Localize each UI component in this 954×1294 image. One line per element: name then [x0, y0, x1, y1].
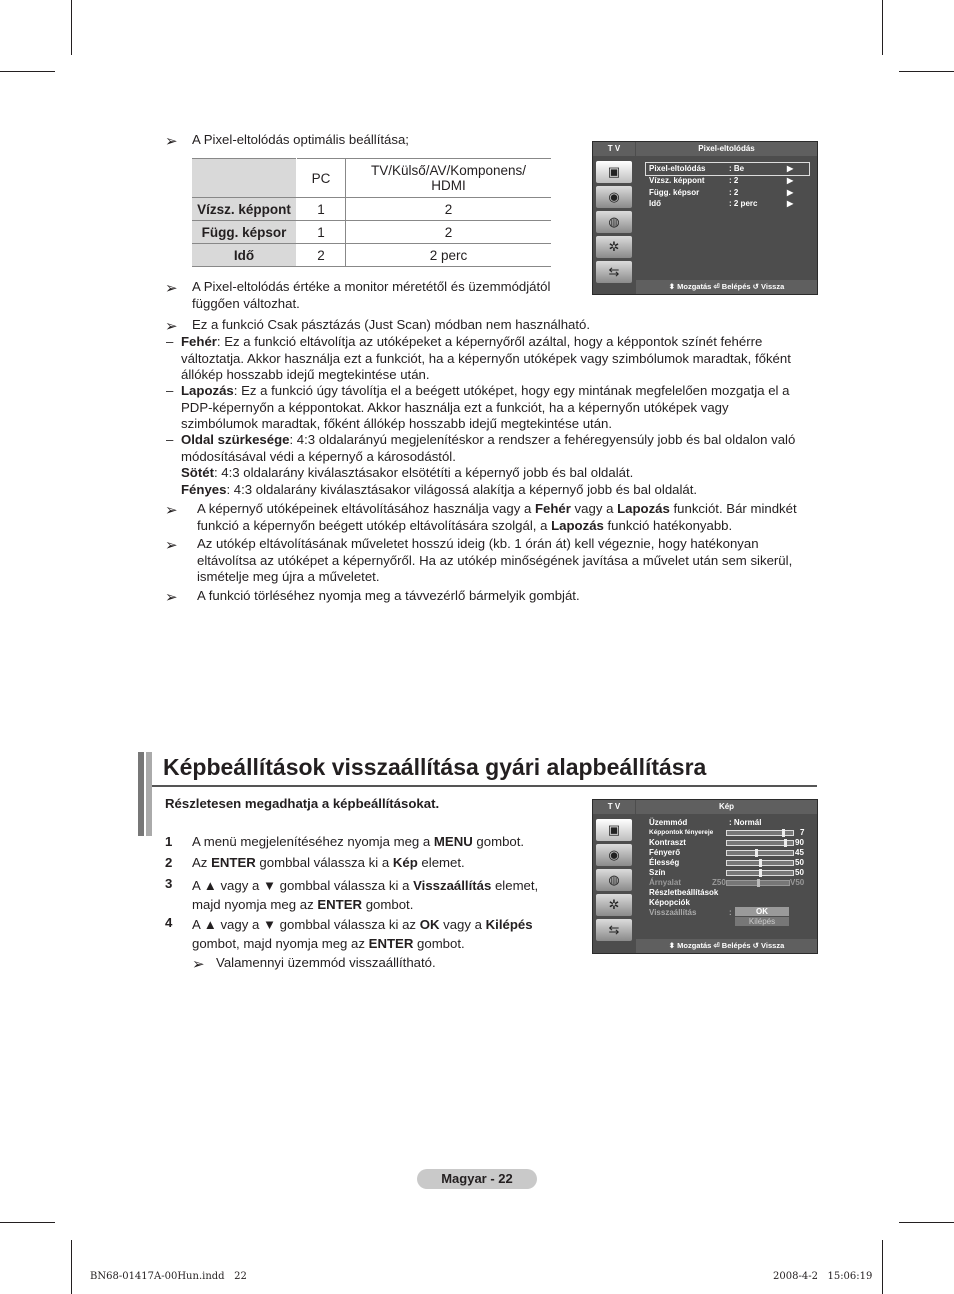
osd-picture-menu [592, 799, 818, 954]
osd-row-arrow: ▶ [787, 188, 794, 197]
slider-knob [782, 829, 785, 837]
heading-bar [138, 752, 144, 836]
channel-icon: ◍ [596, 211, 632, 233]
osd-bar-value: 45 [795, 848, 804, 857]
sotet-text: : 4:3 oldalarány kiválasztásakor elsötétíti a képernyő jobb és bal oldalát. [213, 465, 634, 480]
reset-note: Valamennyi üzemmód visszaállítható. [216, 955, 436, 970]
tip-use-feher: Fehér [534, 501, 571, 516]
input-icon: ⇆ [596, 919, 632, 941]
osd-exit-option: Kilépés [735, 917, 789, 926]
crop-mark [71, 1240, 72, 1294]
tip-long: Az utókép eltávolításának műveletet hosszú ideig (kb. 1 órán át) kell végeznie, hogy hatékonyan eltávolítsa az utóképet a képernyőről. Ha az utókép minőségének javítása a művelet után sem sikerül, ismételje meg újra a műveletet. [197, 536, 793, 584]
osd-slider [726, 870, 794, 876]
osd-row-label: Függ. képsor [649, 188, 700, 197]
sound-icon: ◉ [596, 844, 632, 866]
cell-pc: 1 [297, 198, 346, 221]
footer-back: Vissza [761, 941, 785, 950]
osd-sidebar [593, 158, 635, 286]
note-arrow-icon: ➢ [165, 589, 178, 606]
osd-bar-value: 90 [795, 838, 804, 847]
step-bold: Kép [392, 855, 418, 870]
osd-slider [726, 840, 794, 846]
sotet-term: Sötét [181, 465, 214, 480]
row-label: Függ. képsor [192, 221, 297, 244]
tip-use-text: A képernyő utóképeinek eltávolításához használja vagy a [197, 501, 535, 516]
step-text-part: gombbal válassza ki a [255, 855, 393, 870]
osd-bar-label: Képpontok fényereje [649, 829, 714, 836]
step-bold: MENU [433, 834, 473, 849]
cell-pc: 2 [297, 244, 346, 267]
input-icon: ⇆ [596, 261, 632, 283]
osd-bar-label: Szín [649, 868, 666, 877]
osd-bar-value: 7 [800, 828, 805, 837]
return-icon: ↺ [752, 941, 759, 950]
tip-use-text: vagy a [570, 501, 618, 516]
table-corner [192, 159, 297, 198]
osd-footer [636, 280, 817, 294]
footer-enter: Belépés [721, 282, 751, 291]
step-text-part: Az [192, 855, 212, 870]
cell-pc: 1 [297, 221, 346, 244]
page-number-badge: Magyar - 22 [417, 1169, 537, 1189]
enter-icon: ⏎ [713, 941, 720, 950]
osd-row-label: Vízsz. képpont [649, 176, 705, 185]
note-arrow-icon: ➢ [165, 318, 178, 335]
step-text-part: elemet, majd nyomja meg az [192, 878, 539, 912]
slider-knob [757, 879, 760, 887]
osd-bar-label: Kontraszt [649, 838, 686, 847]
col-header-pc: PC [297, 159, 346, 198]
cell-tv: 2 [346, 221, 552, 244]
step-bold: ENTER [368, 936, 414, 951]
slug-file: BN68-01417A-00Hun.indd 22 [90, 1271, 247, 1282]
setup-icon: ✲ [596, 894, 632, 916]
updown-icon: ⬍ [668, 941, 676, 950]
step-bold: ENTER [317, 897, 363, 912]
lapozas-text: : Ez a funkció úgy távolítja el a beégett utóképet, hogy egy mintának megfelelően mozgatja el a PDP-képernyőn a képpontokat. Akkor használja ezt a funkciót, ha a képernyőn utóképek vagy szimbólumok maradtak, főként állókép hosszabb idejű megtekintése után. [181, 383, 790, 431]
osd-tint-left: Z50 [712, 878, 726, 887]
step-bold: OK [419, 917, 440, 932]
step-text-part: A ▲ vagy a ▼ gombbal válassza ki az [192, 917, 420, 932]
osd-row-value: : Be [729, 164, 745, 173]
osd-detail-settings: Részletbeállítások [649, 888, 719, 897]
note-arrow-icon: ➢ [165, 133, 178, 150]
crop-mark [899, 71, 954, 72]
osd-reset-label: Visszaállítás [649, 908, 697, 917]
crop-mark [71, 0, 72, 55]
osd-tint-right: V50 [790, 878, 805, 887]
osd-title: Pixel-eltolódás [636, 142, 817, 156]
tip-cancel: A funkció törléséhez nyomja meg a távvezérlő bármelyik gombját. [197, 588, 580, 603]
crop-mark [882, 0, 883, 55]
tip-use-text: funkciót. Bár mindkét funkció a képernyőn beégett utókép eltávolítására szolgál, a [197, 501, 797, 533]
step-text-part: A menü megjelenítéséhez nyomja meg a [192, 834, 434, 849]
step-text [192, 876, 567, 914]
step-text [192, 915, 567, 953]
step-text-part: gombot. [362, 897, 414, 912]
osd-pixel-shift [592, 141, 818, 295]
osd-slider [726, 860, 794, 866]
note-arrow-icon: ➢ [165, 537, 178, 554]
step-number: 4 [165, 915, 173, 930]
step-text-part: vagy a [439, 917, 486, 932]
osd-row-label: Pixel-eltolódás [649, 164, 706, 173]
osd-row-value: : 2 [729, 176, 739, 185]
osd-row-arrow: ▶ [787, 176, 794, 185]
step-bold: Visszaállítás [413, 878, 492, 893]
osd-row-arrow: ▶ [787, 199, 794, 208]
slider-knob [759, 859, 762, 867]
row-label: Idő [192, 244, 297, 267]
cell-tv: 2 perc [346, 244, 552, 267]
heading-bar [146, 752, 152, 836]
step-text-part: elemet. [417, 855, 465, 870]
osd-bar-value: 50 [795, 868, 804, 877]
setup-icon: ✲ [596, 236, 632, 258]
tip-use [197, 501, 827, 534]
step-text-part: gombot. [413, 936, 465, 951]
crop-mark [0, 71, 55, 72]
section-intro: Részletesen megadhatja a képbeállításokat. [165, 796, 440, 811]
footer-move: Mozgatás [677, 282, 712, 291]
osd-bar-label: Fényerő [649, 848, 681, 857]
note-arrow-icon: ➢ [192, 956, 205, 973]
lapozas-paragraph [181, 383, 806, 433]
osd-row-label: Idő [649, 199, 661, 208]
step-bold: Kilépés [485, 917, 533, 932]
osd-row-value: : 2 [729, 188, 739, 197]
osd-slider [726, 850, 794, 856]
feher-text: : Ez a funkció eltávolítja az utóképeket a képernyőről azáltal, hogy a képpontok színét fehérre változtatja. Akkor használja ezt a funkciót, ha a képernyőn utóképek vagy szimbólumok maradtak, főként állókép hosszabb idejű megtekintése után. [181, 334, 791, 382]
osd-title: Kép [636, 800, 817, 814]
col-header-tv: TV/Külső/AV/Komponens/ HDMI [346, 159, 552, 198]
slider-knob [759, 869, 762, 877]
osd-mode-value: : Normál [729, 818, 762, 827]
picture-icon: ▣ [596, 161, 632, 183]
step-text-part: gombot, majd nyomja meg az [192, 936, 369, 951]
tip-optimal: A Pixel-eltolódás optimális beállítása; [192, 132, 409, 147]
heading-rule [152, 785, 817, 787]
step-text [192, 834, 572, 851]
osd-mode-label: Üzemmód [649, 818, 688, 827]
osd-reset-colon: : [729, 908, 732, 917]
feher-paragraph [181, 334, 801, 384]
row-label: Vízsz. képpont [192, 198, 297, 221]
tip-use-lapozas: Lapozás [551, 517, 604, 533]
footer-move: Mozgatás [677, 941, 712, 950]
tip-value: A Pixel-eltolódás értéke a monitor méretétől és üzemmódjától függően változhat. [192, 279, 551, 311]
fenyes-text: : 4:3 oldalarány kiválasztásakor világossá alakítja a képernyő jobb és bal oldalát. [226, 482, 698, 497]
fenyes-line [181, 482, 697, 499]
osd-row-arrow: ▶ [787, 164, 794, 173]
lapozas-term: Lapozás [181, 383, 234, 398]
osd-tv-label: T V [593, 142, 635, 156]
slider-knob [784, 839, 787, 847]
step-number: 3 [165, 876, 173, 891]
step-text-part: gombot. [472, 834, 525, 849]
feher-term: Fehér [181, 334, 217, 349]
crop-mark [0, 1222, 55, 1223]
tip-justscan: Ez a funkció Csak pásztázás (Just Scan) módban nem használható. [192, 317, 591, 332]
oldal-term: Oldal szürkesége [181, 432, 290, 447]
step-text [192, 855, 572, 872]
osd-picture-options: Képopciók [649, 898, 690, 907]
footer-back: Vissza [761, 282, 785, 291]
oldal-paragraph [181, 432, 806, 465]
oldal-text: : 4:3 oldalarányú megjelenítéskor a rendszer a fehéregyensúly jobb és bal oldalon való módosításával védi a képernyő a károsodástól. [181, 432, 796, 464]
sound-icon: ◉ [596, 186, 632, 208]
footer-enter: Belépés [721, 941, 751, 950]
osd-footer [636, 939, 817, 953]
osd-row-value: : 2 perc [729, 199, 758, 208]
crop-mark [882, 1240, 883, 1294]
step-bold: ENTER [211, 855, 256, 870]
picture-icon: ▣ [596, 819, 632, 841]
fenyes-term: Fényes [181, 482, 227, 497]
osd-ok-option: OK [735, 907, 789, 916]
osd-tint-slider [726, 880, 790, 886]
channel-icon: ◍ [596, 869, 632, 891]
tip-use-text: funkció hatékonyabb. [603, 517, 733, 533]
crop-mark [899, 1222, 954, 1223]
enter-icon: ⏎ [713, 282, 720, 291]
pixel-shift-table [192, 158, 551, 267]
section-heading: Képbeállítások visszaállítása gyári alapbeállításra [163, 754, 707, 780]
osd-sidebar [593, 816, 635, 944]
step-number: 1 [165, 834, 173, 849]
sotet-line [181, 465, 633, 482]
dash: – [166, 383, 174, 398]
tip-use-lapozas: Lapozás [617, 501, 670, 516]
updown-icon: ⬍ [668, 282, 676, 291]
return-icon: ↺ [752, 282, 759, 291]
osd-tint-label: Árnyalat [649, 878, 682, 887]
dash: – [166, 432, 174, 447]
step-text-part: A ▲ vagy a ▼ gombbal válassza ki a [192, 878, 414, 893]
slider-knob [755, 849, 758, 857]
dash: – [166, 334, 174, 349]
slug-date: 2008-4-2 15:06:19 [773, 1271, 873, 1282]
cell-tv: 2 [346, 198, 552, 221]
osd-tv-label: T V [593, 800, 635, 814]
osd-bar-value: 50 [795, 858, 804, 867]
note-arrow-icon: ➢ [165, 502, 178, 519]
note-arrow-icon: ➢ [165, 280, 178, 297]
step-number: 2 [165, 855, 173, 870]
osd-slider [726, 830, 794, 836]
osd-bar-label: Élesség [649, 858, 680, 867]
